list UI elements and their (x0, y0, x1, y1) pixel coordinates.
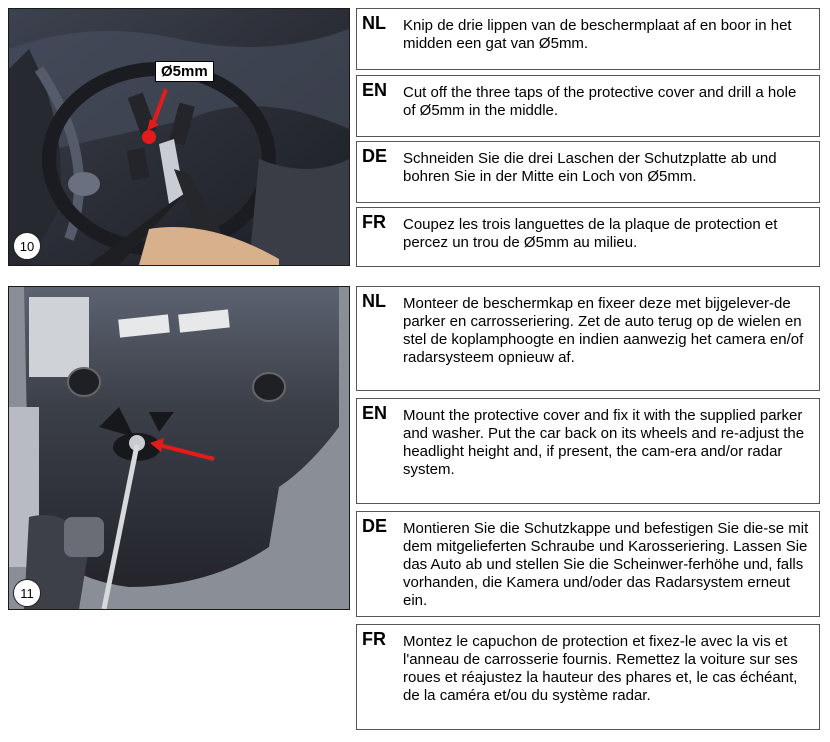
instruction-box-de (356, 141, 820, 203)
instruction-box-fr (356, 207, 820, 267)
language-code: DE (362, 146, 388, 166)
language-code: NL (362, 13, 386, 33)
instruction-box-fr (356, 624, 820, 730)
instruction-text: Coupez les trois languettes de la plaque de protection et percez un trou de Ø5mm au milieu. (403, 216, 778, 251)
language-code: DE (362, 516, 388, 536)
language-code: FR (362, 212, 386, 232)
instruction-box-nl (356, 8, 820, 70)
instruction-box-de (356, 511, 820, 617)
instruction-text: Cut off the three taps of the protective cover and drill a hole of Ø5mm in the middle. (403, 84, 797, 119)
instruction-box-en (356, 398, 820, 504)
language-code: NL (362, 291, 386, 311)
instruction-text: Mount the protective cover and fix it with the supplied parker and washer. Put the car back on its wheels and re-adjust the headlight height and, if present, the cam-era and/or radar system. (403, 407, 805, 478)
language-code: FR (362, 629, 386, 649)
step-11-photo (8, 286, 350, 610)
instruction-text: Schneiden Sie die drei Laschen der Schutzplatte ab und bohren Sie in der Mitte ein Loch von Ø5mm. (403, 150, 777, 185)
instruction-text: Monteer de beschermkap en fixeer deze met bijgelever-de parker en carrosseriering. Zet de auto terug op de wielen en stel de koplamphoogte en indien aanwezig het camera en/of radarsysteem opnieuw af. (403, 295, 804, 366)
step-number-badge: 10 (13, 232, 41, 260)
instruction-text: Knip de drie lippen van de beschermplaat af en boor in het midden een gat van Ø5mm. (403, 17, 792, 52)
step-number-badge: 11 (13, 579, 41, 607)
language-code: EN (362, 403, 388, 423)
instruction-text: Montieren Sie die Schutzkappe und befestigen Sie die-se mit dem mitgelieferten Schraube und Karosseriering. Lassen Sie das Auto ab und stellen Sie die Scheinwer-ferhöhe und, falls vorhanden, die Kamera und/oder das Radarsystem erneut ein. (403, 520, 809, 609)
instruction-text: Montez le capuchon de protection et fixez-le avec la vis et l'anneau de carrosserie fournis. Remettez la voiture sur ses roues et réajustez la hauteur des phares et, le cas échéant, de la caméra et/ou du système radar. (403, 633, 798, 704)
diameter-callout: Ø5mm (155, 61, 214, 82)
instruction-box-en (356, 75, 820, 137)
instruction-box-nl (356, 286, 820, 391)
language-code: EN (362, 80, 388, 100)
step-10-photo (8, 8, 350, 266)
